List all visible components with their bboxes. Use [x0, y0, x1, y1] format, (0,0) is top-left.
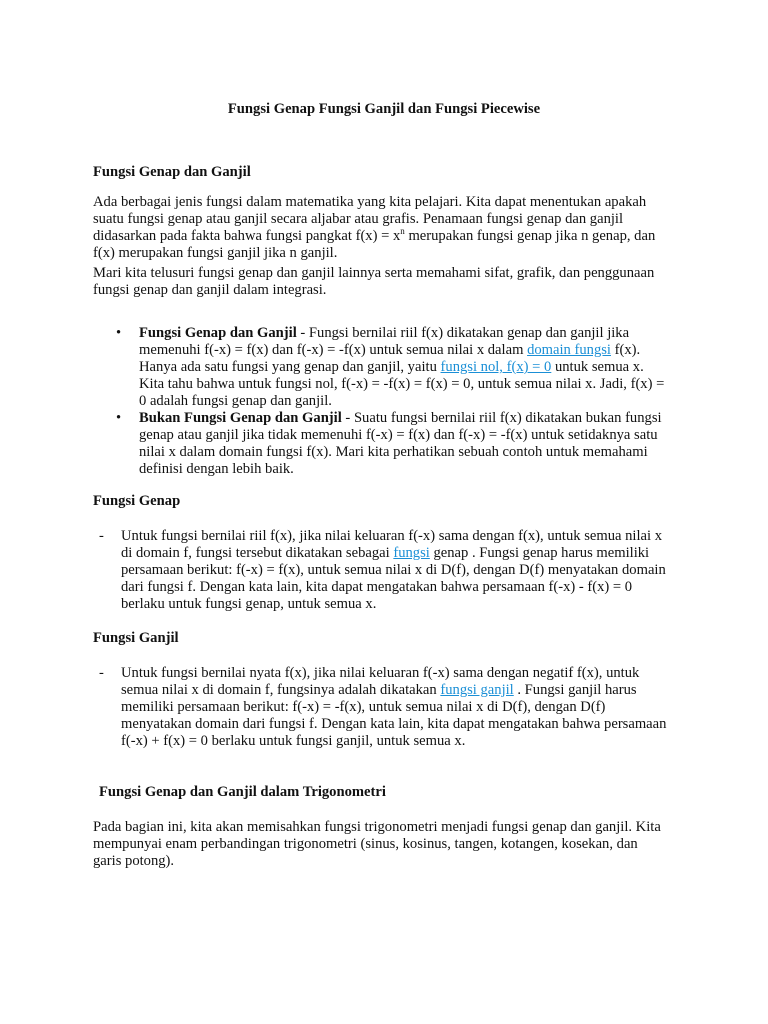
bullet-genap-dan-ganjil: Fungsi Genap dan Ganjil - Fungsi bernilai riil f(x) dikatakan genap dan ganjil jika memenuhi f(-x) = f(x) dan f(-x) = -f(x) untuk semua nilai x dalam domain fungsi f(x). Hanya ada satu fungsi yang genap dan ganjil, yaitu fungsi nol, f(x) = 0 untuk semua x. Kita tahu bahwa untuk fungsi nol, f(-x) = -f(x) = f(x) = 0, untuk semua nilai x. Jadi, f(x) = 0 adalah fungsi genap dan ganjil.	[139, 325, 665, 409]
paragraph-fungsi-ganjil: Untuk fungsi bernilai nyata f(x), jika nilai keluaran f(-x) sama dengan negatif f(x), untuk semua nilai x di domain f, fungsinya adalah dikatakan fungsi ganjil . Fungsi ganjil harus memiliki persamaan berikut: f(-x) = -f(x), untuk semua nilai x di D(f), dengan D(f) menyatakan domain dari fungsi f. Dengan kata lain, kita dapat mengatakan bahwa persamaan f(-x) + f(x) = 0 berlaku untuk fungsi ganjil, untuk semua x.	[121, 665, 667, 749]
exponent-n: n	[400, 226, 405, 237]
dash-marker: -	[99, 665, 104, 681]
heading-fungsi-genap: Fungsi Genap	[93, 493, 181, 509]
heading-trigonometri: Fungsi Genap dan Ganjil dalam Trigonometri	[99, 784, 386, 800]
intro-paragraph-1: Ada berbagai jenis fungsi dalam matematika yang kita pelajari. Kita dapat menentukan apakah suatu fungsi genap atau ganjil secara aljabar atau grafis. Penamaan fungsi genap dan ganjil didasarkan pada fakta bahwa fungsi pangkat $f(x) = x^n$ merupakan fungsi genap jika n genap, dan f(x) merupakan fungsi ganjil jika n ganjil.	[93, 194, 656, 261]
heading-fungsi-ganjil: Fungsi Ganjil	[93, 630, 179, 646]
bullet-dot: •	[116, 325, 122, 341]
paragraph-fungsi-genap: Untuk fungsi bernilai riil f(x), jika nilai keluaran f(-x) sama dengan f(x), untuk semua nilai x di domain f, fungsi tersebut dikatakan sebagai fungsi genap . Fungsi genap harus memiliki persamaan berikut: f(-x) = f(x), untuk semua nilai x di D(f), dengan D(f) menyatakan domain dari fungsi f. Dengan kata lain, kita dapat mengatakan bahwa persamaan f(-x) - f(x) = 0 berlaku untuk fungsi genap, untuk semua x.	[121, 528, 666, 612]
paragraph-trigonometri: Pada bagian ini, kita akan memisahkan fungsi trigonometri menjadi fungsi genap dan ganjil. Kita mempunyai enam perbandingan trigonometri (sinus, kosinus, tangen, kotangen, kosekan, dan garis potong).	[93, 819, 661, 869]
link-domain-fungsi[interactable]: domain fungsi	[527, 342, 611, 358]
intro-paragraph-2: Mari kita telusuri fungsi genap dan ganjil lainnya serta memahami sifat, grafik, dan penggunaan fungsi genap dan ganjil dalam integrasi.	[93, 265, 655, 298]
link-fungsi-nol[interactable]: fungsi nol, f(x) = 0	[440, 359, 552, 375]
link-fungsi[interactable]: fungsi	[393, 545, 430, 561]
link-fungsi-ganjil[interactable]: fungsi ganjil	[440, 682, 514, 698]
intro-paragraphs	[93, 194, 673, 299]
bullet-bukan-genap-ganjil: Bukan Fungsi Genap dan Ganjil - Suatu fungsi bernilai riil f(x) dikatakan bukan fungsi genap atau ganjil jika tidak memenuhi f(-x) = f(x) dan f(-x) = -f(x) untuk setidaknya satu nilai x dalam domain fungsi f(x). Mari kita perhatikan sebuah contoh untuk memahami definisi dengan lebih baik.	[139, 410, 662, 477]
bullet-dot: •	[116, 410, 122, 426]
heading-genap-ganjil: Fungsi Genap dan Ganjil	[93, 164, 251, 180]
dash-marker: -	[99, 528, 104, 544]
document-title: Fungsi Genap Fungsi Ganjil dan Fungsi Piecewise	[227, 101, 541, 117]
